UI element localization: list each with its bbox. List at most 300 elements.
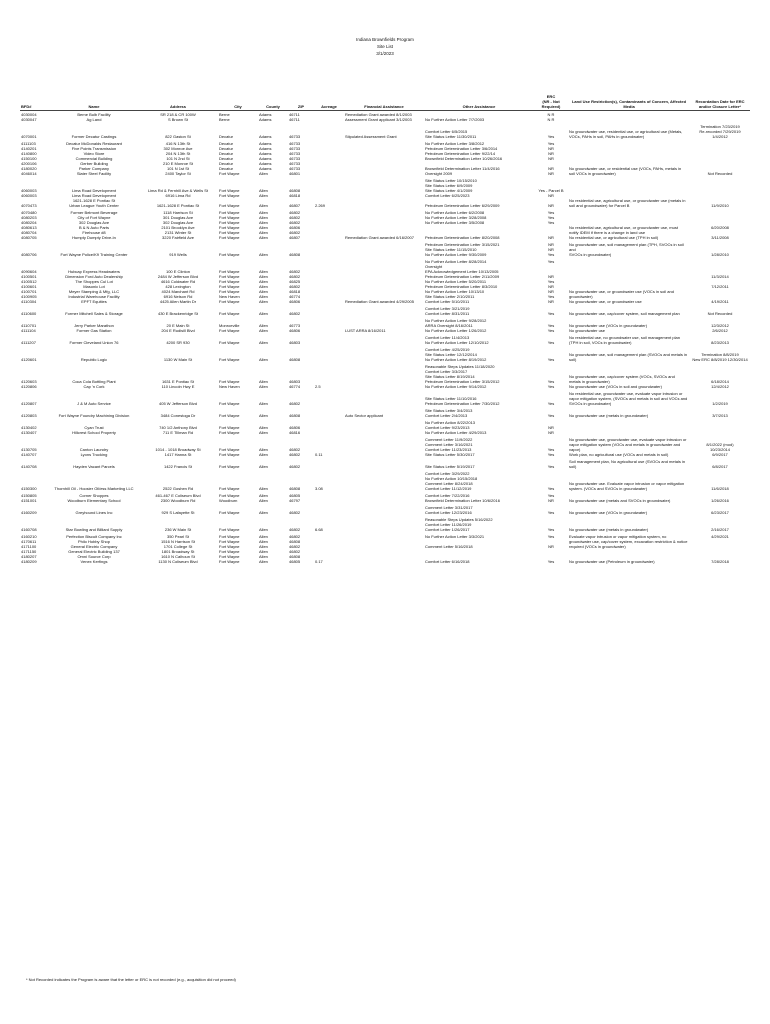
table-row — [20, 241, 750, 258]
cell-land-use-restrictions: No groundwater use. Evaluate vapor intrusion or vapor mitigation system. (VOCs and SVOCs in groundwater) — [569, 481, 685, 491]
cell-other-assistance: No Further Action Letter 7/7/2003 — [425, 117, 485, 122]
cell-other-assistance: Comment Letter 11/9/2022 Comment Letter 3/16/2021 Comfort Letter 11/23/2013 Site Status Letter 5/30/2017 — [425, 437, 475, 457]
cell-recordation-date: Not Recorded — [707, 171, 733, 176]
cell-zip: 46802 — [289, 527, 301, 532]
cell-county: Allen — [259, 340, 268, 345]
cell-acreage: 6.68 — [315, 527, 323, 532]
cell-financial-assistance — [344, 346, 424, 363]
cell-bfd: 4030004 4030047 — [21, 112, 37, 122]
cell-financial-assistance — [344, 458, 424, 470]
cell-bfd: 4111207 — [21, 340, 36, 345]
cell-name: Former Mitchell Sales & Storage — [65, 311, 123, 316]
cell-bfd: 4110701 4111104 — [21, 323, 37, 333]
cell-name: Thornhill Oil - Hoosier Oil/ess Marketing LLC — [54, 486, 134, 491]
cell-acreage: 2.5 — [315, 384, 321, 389]
cell-erc: Yes Yes Yes NR — [547, 210, 555, 240]
cell-address: 3484 Conestoga Dr — [160, 413, 196, 418]
cell-address: 929 S Lafayette St — [161, 510, 195, 515]
cell-name: Former Belmont Beverage City of Fort Wayne 302 Douglas Ave B & N Auto Parts Firehouse #8 Humpty Dumpty Drive-In — [70, 210, 118, 240]
cell-erc: Yes — [547, 134, 555, 139]
cell-city: Fort Wayne Fort Wayne Fort Wayne Fort Wayne Fort Wayne Fort Wayne — [219, 210, 240, 240]
cell-city: Fort Wayne — [219, 486, 240, 491]
cell-city: Fort Wayne — [219, 311, 240, 316]
cell-name: Decatur McDonalds Restaurant Five Points Transmission Video Store Commercial Building Gerber Building Parker Company Slater Steel Facility — [66, 141, 122, 176]
cell-zip: 46808 — [289, 413, 301, 418]
cell-zip: 46808 — [289, 486, 301, 491]
cell-county: Allen Allen — [259, 447, 268, 457]
cell-bfd: 4110600 — [21, 311, 37, 316]
cell-acreage — [314, 305, 344, 317]
cell-recordation-date: 11/6/2018 — [711, 486, 729, 491]
cell-acreage — [314, 390, 344, 407]
cell-acreage — [314, 458, 344, 470]
table-row — [20, 436, 750, 458]
cell-name: Cyan Trust Hillcrest School Property — [72, 425, 116, 435]
cell-bfd: 4120803 — [21, 413, 37, 418]
cell-financial-assistance: LUST ARRA 8/16/2011 — [345, 328, 386, 333]
cell-other-assistance: Site Status Letter 10/15/2010 Site Status Letter 6/9/2009 Site Status Letter 4/1/2009 Comfort Letter 6/25/2023 Petroleum Determination Letter 6/29/2009 — [425, 178, 500, 208]
cell-bfd: 4120807 — [21, 401, 37, 406]
cell-county: Allen Allen Allen — [259, 188, 268, 208]
header-line-1: Indiana Brownfields Program — [356, 37, 414, 42]
cell-name: Lima Road Development Lima Road Development 1621-1628 E Pontiac St Urban League Youth Center — [69, 188, 119, 208]
table-row — [20, 390, 750, 407]
cell-land-use-restrictions: No groundwater use, groundwater use, evaluate vapor intrusion or vapor mitigation system (VOCs and metals in groundwater and vapor) Work plan, no agricultural use (VOCs and metals in soil) — [569, 437, 687, 457]
cell-zip: 46802 — [289, 510, 301, 515]
cell-bfd: 4070001 — [21, 134, 37, 139]
cell-name: Fort Wayne Foundry Machining Division — [58, 413, 130, 418]
cell-city: Fort Wayne — [219, 357, 240, 362]
cell-name: Canton Laundry Lyons Trucking — [79, 447, 109, 457]
cell-erc: Yes — [547, 464, 555, 469]
cell-zip: 46803 — [289, 340, 301, 345]
table-row — [20, 346, 750, 363]
cell-bfd: 4120603 4120806 — [21, 379, 37, 389]
cell-zip: 46808 — [289, 252, 301, 257]
cell-other-assistance: Comfort Letter 11/4/2013 No Further Action Letter 12/10/2012 — [425, 335, 489, 345]
cell-financial-assistance — [344, 504, 424, 516]
cell-recordation-date: Not Recorded — [707, 311, 733, 316]
cell-county: Allen Allen Allen Allen Allen Allen Allen — [259, 269, 268, 304]
cell-city: Fort Wayne — [219, 464, 240, 469]
cell-acreage — [314, 317, 344, 334]
cell-erc: N R N R — [547, 112, 555, 122]
table-row — [20, 317, 750, 334]
cell-city: Fort Wayne — [219, 413, 240, 418]
table-row — [20, 419, 750, 436]
cell-erc: Yes - Parcel B NR NR — [538, 188, 564, 208]
cell-recordation-date: 3/7/2013 — [712, 413, 728, 418]
cell-address: 919 Wells — [169, 252, 187, 257]
table-row — [20, 504, 750, 516]
footnote: * Not Recorded indicates the Program is aware that the letter or ERC is not recorded (e.g., acquisition did not proceed) — [26, 977, 236, 982]
table-row — [20, 516, 750, 533]
cell-other-assistance: Reasonable Steps Updates 5/16/2022 Comfort Letter 11/26/2019 Comfort Letter 1/26/2017 — [425, 517, 493, 532]
cell-acreage: 0.17 — [315, 559, 323, 564]
cell-county: Allen Allen — [259, 379, 268, 389]
cell-acreage: 3.08 — [315, 486, 323, 491]
cell-address: 236 W Main St — [164, 527, 192, 532]
cell-acreage — [314, 504, 344, 516]
cell-address: 1130 W Main St — [163, 357, 193, 362]
cell-erc: Yes NR Yes NR NR Yes NR — [547, 259, 555, 304]
cell-financial-assistance — [344, 390, 424, 407]
cell-land-use-restrictions: No groundwater use, residential use, or agricultural use (Metals, VOCs, PAHs in soil, PAHs in groundwater) — [569, 129, 683, 139]
col-header-recordation-date: Recordation Date for ERC and/or Closure Letter* — [690, 94, 750, 111]
cell-erc: NR NR — [548, 425, 554, 435]
cell-address: Lima Rd & Fernhill Ave & Wells St 6916 Lima Rd 1621-1628 E Pontiac St — [147, 188, 209, 208]
cell-address: 405 W Jefferson Blvd — [159, 401, 197, 406]
cell-bfd: 4070480 4080203 4080204 4080613 4080704 4080705 — [21, 210, 37, 240]
cell-address: 4200 SR 930 — [166, 340, 190, 345]
cell-county: Allen Allen — [259, 425, 268, 435]
cell-land-use-restrictions: Evaluate vapor intrusion or vapor mitigation system, no groundwater use, cap/cover system, excavation restriction & notice required (VOCs in groundwater) No groundwater use (Petroleum in groundwater) — [569, 534, 688, 564]
cell-address: 461-467 E Coliseum Blvd 2300 Woodburn Rd — [155, 493, 201, 503]
cell-name: Perfection Biscuit Company Inc Philo Hobby Shop General Electric Company General Electric Building 137 Omni Source Corp Venex Kerfings — [66, 534, 122, 564]
table-row — [20, 470, 750, 492]
cell-zip: 46802 46808 46802 46802 46808 46805 — [289, 534, 301, 564]
cell-address: 350 Pearl St 1516 N Harrison St 1701 College St 1801 Broadway St 1610 N Calhoun St 1130 N Coliseum Blvd — [158, 534, 198, 564]
cell-erc: Yes Yes — [547, 447, 555, 457]
site-list-table — [20, 94, 750, 565]
cell-address: 416 N 13th St 302 Monroe Ave 204 N 13th St 101 N 2nd St 210 E Monroe St 101 N 1st St 2400 Taylor St — [162, 141, 194, 176]
cell-city: Fort Wayne Woodburn — [219, 493, 240, 503]
cell-county: Allen — [259, 464, 268, 469]
cell-recordation-date: 2/16/2017 — [711, 527, 729, 532]
cell-other-assistance: Reasonable Steps Updates 11/18/2020 Comfort Letter 3/3/2017 Site Status Letter 8/19/2014 Petroleum Determination Letter 3/15/2012 No Further Action Letter 9/14/2012 — [425, 364, 500, 389]
cell-bfd: 4111103 4140201 4140800 4150100 4200106 4180020 4046014 — [21, 141, 37, 176]
cell-other-assistance: No Further Action Letter 8/28/2014 Oversight EPA Acknowledgement Letter 10/13/2005 Petroleum Determination Letter 2/11/2009 No Further Action Letter 5/20/2011 Petroleum Determination Letter 8/3/2010 No Further Action Letter 10/13/10 Site Status Letter 2/10/2011 Comfort Letter 5/10/2011 — [425, 259, 500, 304]
cell-zip: 46802 — [289, 464, 301, 469]
cell-city: Fort Wayne — [219, 527, 240, 532]
cell-recordation-date: 6/8/2017 — [712, 464, 728, 469]
cell-other-assistance: Comfort Letter 6/5/2015 Site Status Letter 11/30/2011 — [425, 129, 477, 139]
cell-recordation-date: 1/2/2019 — [712, 401, 728, 406]
cell-other-assistance: Site Status Letter 11/10/2016 Petroleum Determination Letter 7/30/2012 — [425, 396, 500, 406]
table-row — [20, 140, 750, 177]
cell-bfd: 4160210 4170611 4171100 4171150 4180207 4180209 — [21, 534, 37, 564]
cell-zip: 46806 46816 — [289, 425, 301, 435]
cell-address: SR 218 & CR 100W S Brown St — [160, 112, 196, 122]
cell-erc: Yes NR Yes — [547, 534, 555, 564]
cell-recordation-date: 11/9/2010 — [711, 203, 729, 208]
cell-address: 430 E Brackenridge St — [157, 311, 199, 316]
cell-land-use-restrictions: No residential use, agricultural use, or groundwater use (metals in soil and groundwater) for Parcel B — [569, 198, 686, 208]
cell-city: Fort Wayne — [219, 340, 240, 345]
cell-zip: 46805 46797 — [289, 493, 301, 503]
cell-other-assistance: Comfort Letter 7/22/2016 Brownfield Determination Letter 10/6/2016 — [425, 493, 500, 503]
cell-zip: 46773 46806 — [289, 323, 301, 333]
cell-recordation-date: 1/26/2016 — [711, 498, 729, 503]
cell-erc: Yes Yes — [547, 323, 555, 333]
cell-county: Allen — [259, 252, 268, 257]
cell-acreage — [314, 140, 344, 177]
table-body — [20, 111, 750, 566]
cell-bfd: 4140708 — [21, 464, 37, 469]
cell-address: 1014 - 1018 Broadway St 1417 Hanna St — [155, 447, 201, 457]
cell-bfd: 4090604 4100501 4100512 4100601 4100701 4100905 4110304 — [21, 269, 37, 304]
cell-name: Berne Bulb Facility Ag Land — [77, 112, 111, 122]
cell-zip: 46808 — [289, 357, 301, 362]
cell-city: Fort Wayne Fort Wayne — [219, 425, 240, 435]
table-row — [20, 363, 750, 390]
table-row — [20, 407, 750, 419]
table-row — [20, 533, 750, 565]
cell-land-use-restrictions — [568, 111, 690, 124]
cell-zip: 46733 — [289, 134, 301, 139]
cell-name: Coca Cola Bottling Plant Cap 'n Cork — [72, 379, 116, 389]
cell-acreage — [314, 258, 344, 305]
cell-erc: Yes — [547, 510, 555, 515]
cell-land-use-restrictions — [568, 419, 690, 436]
cell-land-use-restrictions: No residential use, groundwater use, evaluate vapor intrusion or vapor mitigation system, (SVOCs and metals in soil and VOCs and SVOCs in groundwater) — [569, 391, 688, 406]
cell-bfd: 4160708 — [21, 527, 37, 532]
cell-name: Former Cleveland Union 76 — [69, 340, 119, 345]
cell-name: Fort Wayne Police/K9 Training Center — [60, 252, 128, 257]
cell-financial-assistance — [344, 305, 424, 317]
table-row — [20, 123, 750, 140]
cell-erc: Yes — [547, 527, 555, 532]
col-header-other-assistance: Other Assistance — [424, 94, 534, 111]
table-header-row — [20, 94, 750, 111]
cell-name: Former Decatur Castings — [71, 134, 117, 139]
cell-bfd: 4120601 — [21, 357, 37, 362]
cell-land-use-restrictions: No residential use, no groundwater use, soil management plan (TPH in soil, VOCs in groundwater) — [569, 335, 680, 345]
cell-city: Fort Wayne — [219, 401, 240, 406]
cell-financial-assistance — [344, 470, 424, 492]
cell-address: 20 E Main St 204 E Rudisill Blvd — [161, 323, 195, 333]
cell-land-use-restrictions: No groundwater use, cap/cover system (VOCs, SVOCs and metals in groundwater) No groundwater use (VOCs in soil and groundwater) — [569, 374, 675, 389]
cell-city: Fort Wayne Fort Wayne Fort Wayne — [219, 188, 240, 208]
cell-financial-assistance — [344, 177, 424, 209]
cell-acreage — [314, 111, 344, 124]
cell-city: Monroeville Fort Wayne — [219, 323, 240, 333]
cell-land-use-restrictions: No residential use, agricultural use, or groundwater use, must notify IDEM if there is a change in land use No residential use, or agricultural use (TPH in soil) — [569, 225, 678, 240]
cell-recordation-date: 8/1/2022 (mod) 10/23/2014 6/9/2017 — [706, 442, 734, 457]
cell-financial-assistance: Stipulated Assessment Grant — [345, 134, 397, 139]
cell-county: Allen Allen — [259, 323, 268, 333]
cell-acreage: 2.269 — [315, 203, 326, 208]
cell-address: 740 1/2 Anthony Blvd 711 E Tillman Rd — [159, 425, 197, 435]
cell-acreage — [314, 241, 344, 258]
cell-county: Allen Allen Allen Allen Allen Allen — [259, 210, 268, 240]
cell-county: Adams Adams — [259, 112, 272, 122]
cell-other-assistance: Site Status Letter 3/4/2013 Comfort Letter 2/4/2013 — [425, 408, 473, 418]
cell-other-assistance: Comfort Letter 3/21/2019 Comfort Letter 8/31/2011 — [425, 306, 470, 316]
cell-bfd: 4130402 4130407 — [21, 425, 37, 435]
cell-name: Jerry Parker Marathon Former Gas Station — [74, 323, 114, 333]
cell-zip: 46808 46818 46807 — [289, 188, 301, 208]
cell-erc: Yes — [547, 357, 555, 362]
cell-name: Star Bowling and Billiard Supply — [65, 527, 123, 532]
table-row — [20, 258, 750, 305]
cell-name: Hubcap Express Headwaters Dimension Ford Auto Dealership The Shoppes Cul Lot Masonic Lot Meyer Stamping & Mfg, LLC Industrial Warehouse Facility EPFT Equities — [65, 269, 123, 304]
cell-land-use-restrictions: No groundwater use, or groundwater use (VOCs in soil and groundwater) No groundwater use, or groundwater use — [569, 289, 674, 304]
cell-other-assistance: Site Status Letter 5/19/2017 — [425, 464, 475, 469]
cell-county: Allen — [259, 486, 268, 491]
cell-land-use-restrictions: Soil management plan, No agricultural use (SVOCs and metals in soil) — [569, 459, 686, 469]
col-header-financial-assistance: Financial Assistance — [344, 94, 424, 111]
cell-financial-assistance: Auto Sector applicant — [345, 413, 384, 418]
cell-county: Allen — [259, 413, 268, 418]
col-header-zip: ZIP — [288, 94, 314, 111]
col-header-city: City — [218, 94, 258, 111]
cell-recordation-date: 8/23/2013 — [711, 340, 729, 345]
header-line-2: Site List — [376, 44, 393, 49]
cell-name: J & M Auto Service — [77, 401, 111, 406]
cell-recordation-date — [690, 419, 750, 436]
cell-city: Fort Wayne — [219, 252, 240, 257]
cell-financial-assistance — [344, 140, 424, 177]
cell-address: 1631 E Pontiac St 110 Lincoln Hwy E — [161, 379, 195, 389]
cell-recordation-date: Termination 8/8/2019 New ERC 8/8/2019 12/30/2014 — [692, 352, 748, 362]
cell-financial-assistance — [344, 419, 424, 436]
col-header-acreage: Acreage — [314, 94, 344, 111]
cell-financial-assistance — [344, 533, 424, 565]
cell-recordation-date: 1/28/2010 — [711, 252, 729, 257]
table-row — [20, 458, 750, 470]
cell-other-assistance: Comment Letter 3/31/2017 Comfort Letter 12/23/2016 — [425, 505, 473, 515]
cell-address: 2522 Goshen Rd — [162, 486, 194, 491]
cell-acreage: 0.11 — [315, 452, 323, 457]
cell-recordation-date: 11/3/2014 7/12/2011 4/19/2011 — [711, 274, 729, 304]
cell-acreage — [314, 123, 344, 140]
cell-other-assistance: No Further Action Letter 6/2/2008 No Further Action Letter 3/28/2008 No Further Action Letter 3/5/2008 Petroleum Determination Letter 8/20/2008 — [425, 210, 500, 240]
cell-financial-assistance — [344, 492, 424, 504]
table-row — [20, 209, 750, 241]
cell-county: Allen — [259, 357, 268, 362]
cell-recordation-date: 6/23/2017 — [711, 510, 729, 515]
cell-county: Allen — [259, 510, 268, 515]
cell-recordation-date: 12/3/2012 2/6/2012 — [711, 323, 729, 333]
cell-zip: 46802 46802 — [289, 447, 301, 457]
cell-erc: Yes — [547, 340, 555, 345]
cell-name: Corner Shoppes Woodburn Elementary School — [67, 493, 121, 503]
cell-county: Adams Adams Adams Adams Adams Adams Allen — [259, 141, 272, 176]
cell-acreage — [314, 209, 344, 241]
col-header-county: County — [258, 94, 288, 111]
cell-bfd: 4060003 4060003 4070473 — [21, 188, 37, 208]
cell-other-assistance: No Further Action 8/22/2013 Comfort Letter 9/23/2013 No Further Action Letter 4/29/2013 — [425, 420, 487, 435]
cell-erc: Yes — [547, 401, 555, 406]
table-row — [20, 177, 750, 209]
cell-bfd: 4130705 4140707 — [21, 447, 37, 457]
table-row — [20, 492, 750, 504]
cell-financial-assistance: Remediation Grant awarded 8/1/2003 Assessment Grant applicant 3/1/2003 — [345, 112, 412, 122]
cell-acreage — [314, 419, 344, 436]
cell-land-use-restrictions: No groundwater use, or residential use (VOCs, PAHs, metals in soil VOCs in groundwater) — [569, 166, 682, 176]
cell-address: 100 E Clinton 2484 W Jefferson Blvd 4616 Coldwater Rd 428 Lexington 4024 Marchant Rd 6916 Nelson Rd 4425 Allen Martin Dr — [157, 269, 199, 304]
cell-other-assistance: No Further Action Letter 3/8/2012 Petroleum Determination Letter 3/6/2014 Petroleum Determination Letter 9/22/14 Brownfield Determination Letter 10/26/2016 Brownfield Determination Letter 11/4/2016 Oversight 2009 — [425, 141, 503, 176]
cell-financial-assistance — [344, 436, 424, 458]
cell-city: Fort Wayne Fort Wayne Fort Wayne Fort Wayne Fort Wayne Fort Wayne — [219, 534, 240, 564]
cell-erc: Yes — [547, 311, 555, 316]
cell-land-use-restrictions: No groundwater use (VOCs in groundwater) — [569, 510, 648, 515]
cell-address: 1118 Harrison St 301 Douglas Ave 302 Douglas Ave 2101 Brooklyn Ave 2131 Winter St 3220 Fairfield Ave — [161, 210, 195, 240]
cell-erc: Yes — [547, 413, 555, 418]
cell-city: Fort Wayne Fort Wayne Fort Wayne Fort Wayne Fort Wayne New Haven Fort Wayne — [219, 269, 240, 304]
cell-zip: 46802 — [289, 311, 301, 316]
cell-land-use-restrictions: No groundwater use (metals and SVOCs in groundwater) — [569, 498, 671, 503]
cell-bfd: 4150300 — [21, 486, 37, 491]
cell-city: Fort Wayne Fort Wayne — [219, 447, 240, 457]
cell-city: Decatur Decatur Decatur Decatur Decatur Decatur Fort Wayne — [219, 141, 240, 176]
cell-bfd: 4160209 — [21, 510, 37, 515]
cell-land-use-restrictions: No groundwater use, soil management plan (TPH, SVOCs in soil and SVOCs in groundwater) — [569, 242, 684, 257]
cell-recordation-date: Termination 7/23/2019 Re-recorded 7/29/2019 1/4/2012 — [699, 124, 741, 139]
cell-county: Allen — [259, 311, 268, 316]
cell-land-use-restrictions: No groundwater use, soil management plan (SVOCs and metals in soil) — [569, 352, 688, 362]
cell-land-use-restrictions: No groundwater use (metals in groundwater) — [569, 527, 649, 532]
cell-recordation-date: 4/29/2021 7/28/2018 — [711, 534, 729, 564]
cell-address: 1422 Francis St — [163, 464, 192, 469]
cell-name: Republic Logic — [80, 357, 108, 362]
cell-zip: 46733 46733 46733 46733 46733 46733 46801 — [289, 141, 301, 176]
cell-erc: NR NR Yes — [547, 242, 555, 257]
page-header — [0, 36, 770, 57]
cell-county: Allen — [259, 527, 268, 532]
cell-financial-assistance — [344, 241, 424, 258]
cell-acreage — [314, 492, 344, 504]
cell-acreage — [314, 334, 344, 346]
cell-other-assistance: Comfort Letter 3/29/2022 No Further Action 10/15/2018 Comment Letter 8/24/2018 Comfort Letter 11/12/2019 — [425, 471, 478, 491]
cell-city: Decatur — [219, 134, 234, 139]
cell-land-use-restrictions: No groundwater use (VOCs in groundwater) No groundwater use — [569, 323, 648, 333]
cell-name: Hayden Vacant Parcels — [73, 464, 115, 469]
cell-zip: 46802 — [289, 401, 301, 406]
cell-city: Fort Wayne New Haven — [219, 379, 240, 389]
col-header-bfd: BFD# — [20, 94, 50, 111]
table-row — [20, 334, 750, 346]
cell-county: Adams — [259, 134, 272, 139]
cell-county: Allen — [259, 401, 268, 406]
cell-financial-assistance — [344, 516, 424, 533]
col-header-name: Name — [50, 94, 138, 111]
cell-other-assistance: No Further Action Letter 9/28/2012 ARRA Oversight 8/16/2011 No Further Action Letter 1/26/2012 — [425, 318, 487, 333]
cell-land-use-restrictions: No groundwater use, cap/cover system, soil management plan — [569, 311, 680, 316]
cell-zip: 46802 46802 46825 46802 46818 46774 46806 — [289, 269, 301, 304]
cell-erc: Yes NR NR NR NR NR — [547, 141, 555, 176]
cell-zip: 46803 46774 — [289, 379, 301, 389]
cell-county: Allen Allen — [259, 493, 268, 503]
table-row — [20, 111, 750, 124]
cell-erc: Yes — [547, 486, 555, 491]
cell-other-assistance: No Further Action Letter 3/3/2021 Comment Letter 5/16/2018 Comfort Letter 6/16/2018 — [425, 534, 485, 564]
cell-zip: 46802 46802 46802 46806 46802 46807 — [289, 210, 301, 240]
col-header-land-use-restrictions: Land Use Restriction(s), Contaminants of Concern, Affected Media — [568, 94, 690, 111]
cell-name: Greyhound Lines Inc — [75, 510, 113, 515]
cell-financial-assistance: Remediation Grant awarded 4/29/2005 — [345, 299, 414, 304]
table-row — [20, 305, 750, 317]
cell-erc: Yes NR — [547, 493, 555, 503]
cell-recordation-date — [690, 111, 750, 124]
cell-address: 822 Gaston St — [165, 134, 191, 139]
col-header-address: Address — [138, 94, 218, 111]
cell-financial-assistance: Remediation Grant awarded 6/16/2007 — [345, 235, 414, 240]
cell-acreage — [314, 346, 344, 363]
cell-erc: Yes Yes — [547, 379, 555, 389]
cell-recordation-date: 6/18/2014 12/4/2012 — [711, 379, 729, 389]
cell-acreage — [314, 407, 344, 419]
cell-land-use-restrictions: No groundwater use (metals in groundwater) — [569, 413, 649, 418]
col-header-erc: ERC (NR - Not Required) — [534, 94, 568, 111]
cell-bfd: 4150805 4151001 — [21, 493, 37, 503]
cell-other-assistance: Comfort Letter 4/25/2019 Site Status Letter 12/12/2014 No Further Action Letter 8/19/2012 — [425, 347, 487, 362]
header-line-3: 3/1/2023 — [376, 51, 394, 56]
cell-financial-assistance — [344, 363, 424, 390]
cell-bfd: 4080706 — [21, 252, 37, 257]
cell-zip: 46711 46711 — [289, 112, 300, 122]
